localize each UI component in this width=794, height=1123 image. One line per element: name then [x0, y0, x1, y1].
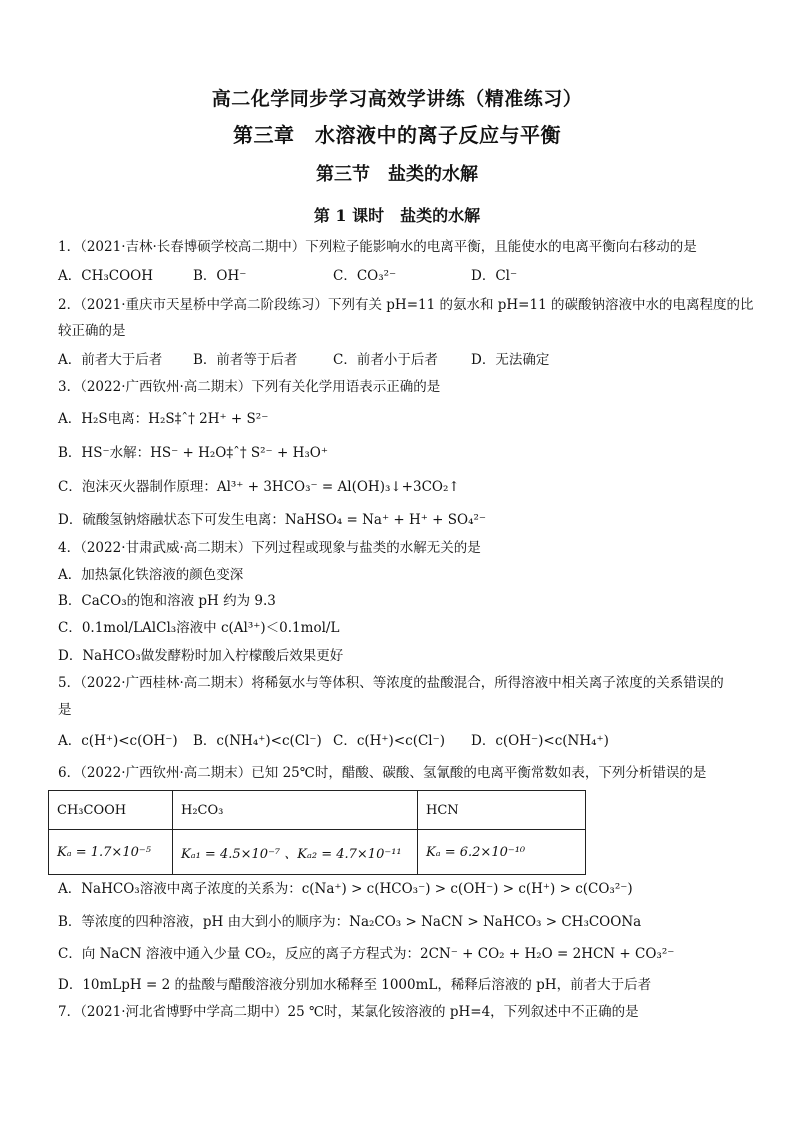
question-1-option-c: C．CO₃²⁻: [333, 268, 397, 284]
question-1-option-b: B．OH⁻: [193, 268, 247, 284]
question-6-option-b: B．等浓度的四种溶液，pH 由大到小的顺序为：Na₂CO₃ > NaCN > NaHCO₃ > CH₃COONa: [58, 914, 642, 930]
question-5-stem-line2: 是: [58, 702, 72, 718]
question-5-stem-line1: 5．（2022·广西桂林·高二期末）将稀氨水与等体积、等浓度的盐酸混合，所得溶液中相关离子浓度的关系错误的: [58, 675, 724, 691]
table-row: [49, 830, 586, 875]
question-3-option-b: B．HS⁻水解：HS⁻ + H₂O‡ˆ† S²⁻ + H₃O⁺: [58, 445, 328, 461]
table-header-row: [49, 791, 586, 830]
question-5-option-b: B．c(NH₄⁺)<c(Cl⁻): [193, 733, 322, 749]
question-2-stem-line1: 2．（2021·重庆市天星桥中学高二阶段练习）下列有关 pH=11 的氨水和 pH=11 的碳酸钠溶液中水的电离程度的比: [58, 297, 754, 313]
table-header-cell: H₂CO₃: [173, 791, 418, 830]
section-title: 第三节 盐类的水解: [316, 164, 478, 185]
table-cell: Kₐ₁ = 4.5×10⁻⁷ 、Kₐ₂ = 4.7×10⁻¹¹: [173, 830, 418, 875]
question-6-stem: 6．（2022·广西钦州·高二期末）已知 25℃时，醋酸、碳酸、氢氰酸的电离平衡常数如表，下列分析错误的是: [58, 765, 707, 781]
question-2-option-c: C．前者小于后者: [333, 352, 438, 368]
question-4-option-b: B．CaCO₃的饱和溶液 pH 约为 9.3: [58, 593, 276, 609]
question-2-option-a: A．前者大于后者: [58, 352, 163, 368]
question-1-option-d: D．Cl⁻: [471, 268, 518, 284]
question-3-option-d: D．硫酸氢钠熔融状态下可发生电离：NaHSO₄ = Na⁺ + H⁺ + SO₄²⁻: [58, 512, 487, 528]
table-cell: Kₐ = 1.7×10⁻⁵: [49, 830, 173, 875]
question-4-option-c: C．0.1mol/LAlCl₃溶液中 c(Al³⁺)＜0.1mol/L: [58, 620, 340, 636]
question-2-option-d: D．无法确定: [471, 352, 550, 368]
question-5-option-c: C．c(H⁺)<c(Cl⁻): [333, 733, 446, 749]
question-4-option-a: A．加热氯化铁溶液的颜色变深: [58, 567, 244, 583]
question-4-option-d: D．NaHCO₃做发酵粉时加入柠檬酸后效果更好: [58, 648, 344, 664]
ionization-constant-table: [48, 790, 586, 875]
question-3-option-c: C．泡沫灭火器制作原理：Al³⁺ + 3HCO₃⁻ = Al(OH)₃↓+3CO₂↑: [58, 479, 460, 495]
question-6-option-a: A．NaHCO₃溶液中离子浓度的关系为：c(Na⁺) > c(HCO₃⁻) > c(OH⁻) > c(H⁺) > c(CO₃²⁻): [58, 881, 633, 897]
table-cell: Kₐ = 6.2×10⁻¹⁰: [418, 830, 586, 875]
document-title: 高二化学同步学习高效学讲练（精准练习）: [211, 88, 583, 110]
question-4-stem: 4．（2022·甘肃武威·高二期末）下列过程或现象与盐类的水解无关的是: [58, 540, 481, 556]
question-1-option-a: A．CH₃COOH: [58, 268, 154, 284]
table-header-cell: CH₃COOH: [49, 791, 173, 830]
question-3-stem: 3．（2022·广西钦州·高二期末）下列有关化学用语表示正确的是: [58, 379, 441, 395]
question-3-option-a: A．H₂S电离：H₂S‡ˆ† 2H⁺ + S²⁻: [58, 411, 269, 427]
question-5-option-d: D．c(OH⁻)<c(NH₄⁺): [471, 733, 609, 749]
question-6-option-d: D．10mLpH = 2 的盐酸与醋酸溶液分别加水稀释至 1000mL，稀释后溶液的 pH，前者大于后者: [58, 977, 652, 993]
chapter-title: 第三章 水溶液中的离子反应与平衡: [233, 123, 561, 147]
table-header-cell: HCN: [418, 791, 586, 830]
lesson-title: 第 1 课时 盐类的水解: [313, 206, 481, 225]
question-1-stem: 1．（2021·吉林·长春博硕学校高二期中）下列粒子能影响水的电离平衡，且能使水的电离平衡向右移动的是: [58, 239, 697, 255]
question-6-option-c: C．向 NaCN 溶液中通入少量 CO₂，反应的离子方程式为：2CN⁻ + CO₂ + H₂O = 2HCN + CO₃²⁻: [58, 946, 675, 962]
question-2-option-b: B．前者等于后者: [193, 352, 298, 368]
question-7-stem: 7．（2021·河北省博野中学高二期中）25 ℃时，某氯化铵溶液的 pH=4，下列叙述中不正确的是: [58, 1004, 639, 1020]
question-2-stem-line2: 较正确的是: [58, 323, 126, 339]
question-5-option-a: A．c(H⁺)<c(OH⁻): [58, 733, 178, 749]
